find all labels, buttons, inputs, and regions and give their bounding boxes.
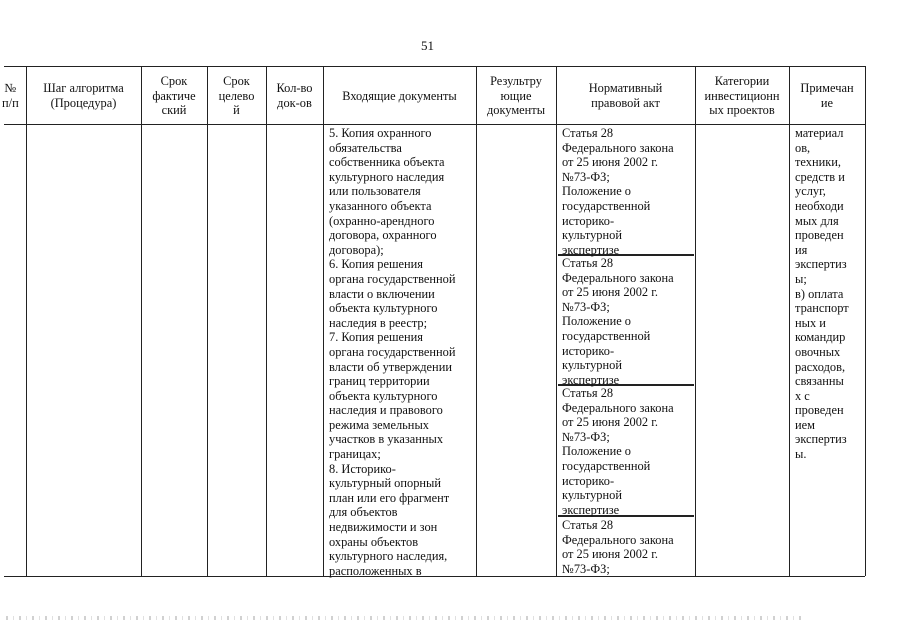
header-notes: Примечан ие bbox=[800, 81, 854, 110]
column-divider bbox=[26, 66, 27, 576]
header-incoming-documents: Входящие документы bbox=[342, 88, 457, 103]
header-document-count: Кол-во док-ов bbox=[276, 81, 313, 110]
column-divider bbox=[695, 66, 696, 576]
notes-cell: материал ов, техники, средств и услуг, необходи мых для проведен ия экспертиз ы; в) оплата транспорт ных и командир овочных расходов, связанны х с проведен ием экспертиз ы. bbox=[795, 126, 849, 462]
header-regulatory-act: Нормативный правовой акт bbox=[588, 81, 663, 110]
regulatory-act-entry: Статья 28 Федерального закона от 25 июня 2002 г. №73-ФЗ; Положение о государственной историко- культурной экспертизе bbox=[562, 386, 674, 517]
scan-artifact bbox=[6, 616, 806, 620]
column-divider bbox=[476, 66, 477, 576]
header-target-term: Срок целево й bbox=[218, 74, 255, 118]
header-algorithm-step: Шаг алгоритма (Процедура) bbox=[43, 81, 124, 110]
header-bottom-border bbox=[4, 124, 865, 125]
header-project-categories: Категории инвестиционн ых проектов bbox=[704, 74, 780, 118]
regulatory-act-entry: Статья 28 Федерального закона от 25 июня 2002 г. №73-ФЗ; Положение о государственной историко- культурной экспертизе bbox=[562, 126, 674, 257]
column-divider bbox=[266, 66, 267, 576]
column-divider bbox=[207, 66, 208, 576]
page-number: 51 bbox=[421, 38, 434, 53]
regulatory-act-entry: Статья 28 Федерального закона от 25 июня 2002 г. №73-ФЗ; Положение о государственной историко- культурной экспертизе bbox=[562, 256, 674, 387]
column-divider bbox=[556, 66, 557, 576]
table-right-border bbox=[865, 66, 866, 576]
column-divider bbox=[789, 66, 790, 576]
regulatory-act-entry: Статья 28 Федерального закона от 25 июня 2002 г. №73-ФЗ; bbox=[562, 518, 674, 576]
header-actual-term: Срок фактиче ский bbox=[152, 74, 196, 118]
table-top-border bbox=[4, 66, 865, 67]
column-divider bbox=[141, 66, 142, 576]
column-divider bbox=[323, 66, 324, 576]
header-number: № п/п bbox=[2, 81, 19, 110]
header-resulting-documents: Результру ющие документы bbox=[486, 74, 546, 118]
incoming-documents-cell: 5. Копия охранного обязательства собственника объекта культурного наследия или пользователя указанного объекта (охранно-арендного договора, охранного договора); 6. Копия решения органа государственной власти о включении объекта культурного наследия в реестр; 7. Копия решения органа государственной власти об утверждении границ территории объекта культурного наследия и правового режима земельных участков в указанных границах; 8. Историко- культурный опорный план или его фрагмент для объектов недвижимости и зон охраны объектов культурного наследия, расположенных в bbox=[329, 126, 456, 578]
